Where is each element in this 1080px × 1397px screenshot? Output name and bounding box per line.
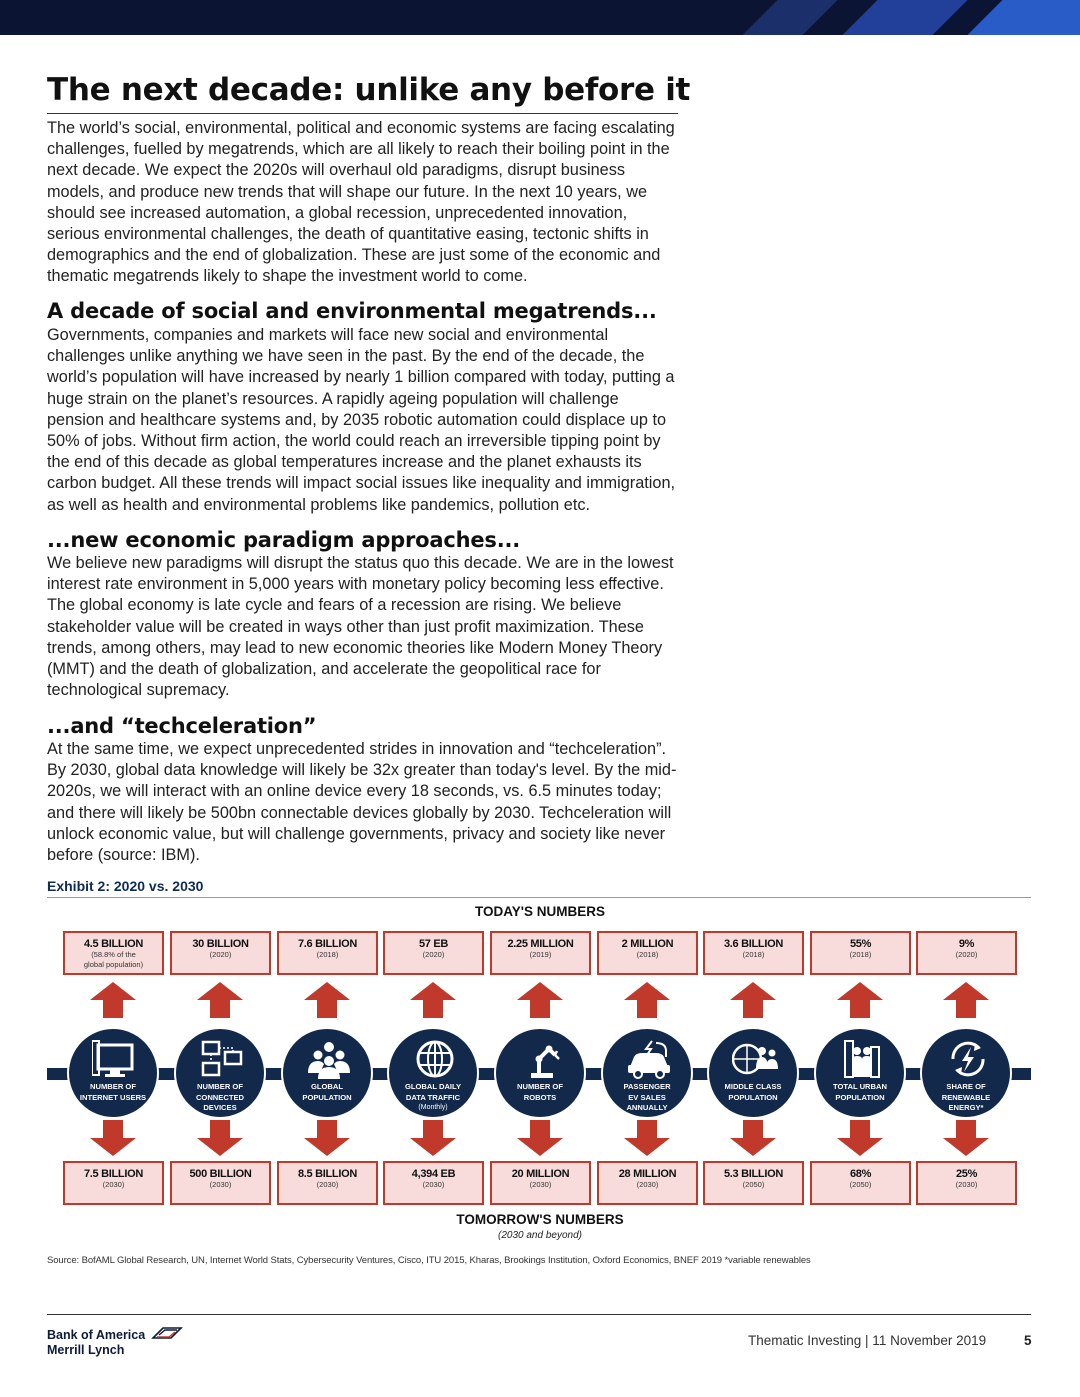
exhibit-title: Exhibit 2: 2020 vs. 2030 <box>47 878 204 894</box>
tomorrow-value-box <box>703 1161 804 1205</box>
connected-devices-icon <box>199 1039 245 1079</box>
tomorrow-value-note: (2030) <box>422 1180 445 1189</box>
up-arrow-icon <box>837 982 883 1018</box>
today-value: 2.25 MILLION <box>507 938 574 950</box>
today-numbers-label: TODAY'S NUMBERS <box>475 904 605 919</box>
banner-stripe <box>843 0 968 35</box>
tomorrow-value: 7.5 BILLION <box>83 1168 144 1180</box>
today-value-note: (2018) <box>316 950 339 959</box>
today-value: 7.6 BILLION <box>297 938 358 950</box>
section-heading-social: A decade of social and environmental megatrends... <box>47 299 657 323</box>
indicator-label: SHARE OF RENEWABLE ENERGY* <box>941 1082 991 1112</box>
tomorrow-value: 500 BILLION <box>189 1168 252 1180</box>
section-heading-economic: ...new economic paradigm approaches... <box>47 528 521 552</box>
today-value-box <box>170 931 271 975</box>
tomorrow-value-note: (2030) <box>316 1180 339 1189</box>
down-arrow-icon <box>90 1120 136 1156</box>
indicator-label: NUMBER OF ROBOTS <box>517 1082 563 1102</box>
people-group-icon <box>306 1039 352 1079</box>
tomorrow-value-note: (2030) <box>209 1180 232 1189</box>
indicator-label: TOTAL URBAN POPULATION <box>833 1082 887 1102</box>
indicator-circle <box>67 1027 159 1119</box>
indicator-circle <box>601 1027 693 1119</box>
today-value-note: (2018) <box>849 950 872 959</box>
down-arrow-icon <box>624 1120 670 1156</box>
tomorrow-value-box <box>916 1161 1017 1205</box>
section-body-economic: We believe new paradigms will disrupt the status quo this decade. We are in the lowest interest rate environment in 5,000 years with monetary policy becoming less effective. The global economy is late cycle and fears of a recession are rising. We believe stakeholder value will be created in ways other than just profit maximization. These trends, among others, may lead to new economic theories like Modern Money Theory (MMT) and the death of globalization, and accelerate the geopolitical race for technological supremacy. <box>47 554 674 700</box>
up-arrow-icon <box>517 982 563 1018</box>
today-value-box <box>597 931 698 975</box>
up-arrow-icon <box>730 982 776 1018</box>
ev-car-icon <box>626 1039 672 1079</box>
indicator-circle <box>174 1027 266 1119</box>
today-value-box <box>490 931 591 975</box>
computer-icon <box>92 1039 138 1079</box>
tomorrow-value-note: (2030) <box>102 1180 125 1189</box>
indicator-label: NUMBER OF INTERNET USERS <box>79 1082 147 1102</box>
today-value: 3.6 BILLION <box>723 938 784 950</box>
globe-people-icon <box>732 1039 778 1079</box>
page-title: The next decade: unlike any before it <box>47 72 691 108</box>
section-heading-techceleration: ...and “techceleration” <box>47 714 317 738</box>
tomorrow-value: 25% <box>955 1168 978 1180</box>
title-underline <box>47 113 678 114</box>
today-value: 2 MILLION <box>621 938 674 950</box>
today-value: 30 BILLION <box>192 938 249 950</box>
today-value-box <box>383 931 484 975</box>
banner-stripe <box>743 0 838 35</box>
today-value-box <box>277 931 378 975</box>
down-arrow-icon <box>837 1120 883 1156</box>
footer-publication: Thematic Investing | 11 November 2019 <box>748 1333 987 1348</box>
tomorrow-value-note: (2030) <box>529 1180 552 1189</box>
logo-line1: Bank of America <box>47 1328 146 1342</box>
today-value-box <box>63 931 164 975</box>
today-value: 9% <box>958 938 975 950</box>
up-arrow-icon <box>410 982 456 1018</box>
down-arrow-icon <box>197 1120 243 1156</box>
tomorrow-value-box <box>63 1161 164 1205</box>
indicator-label: GLOBAL POPULATION <box>302 1082 352 1102</box>
page-number: 5 <box>1024 1333 1032 1348</box>
banner-stripe <box>968 0 1080 35</box>
tomorrow-value: 20 MILLION <box>511 1168 570 1180</box>
down-arrow-icon <box>410 1120 456 1156</box>
indicator-circle <box>707 1027 799 1119</box>
today-value-box <box>810 931 911 975</box>
tomorrow-value-note: (2050) <box>849 1180 872 1189</box>
tomorrow-value-note: (2030) <box>636 1180 659 1189</box>
indicator-label: MIDDLE CLASS POPULATION <box>724 1082 782 1102</box>
today-value-box <box>703 931 804 975</box>
up-arrow-icon <box>943 982 989 1018</box>
section-body-social: Governments, companies and markets will face new social and environmental challenges unlike anything we have seen in the past. By the end of the decade, the world’s population will have increased by nearly 1 billion compared with today, putting a huge strain on the planet’s resources. A rapidly ageing population will challenge pension and healthcare systems and, by 2035 robotic automation could displace up to 50% of jobs. Without firm action, the world could reach an irreversible tipping point by the end of this decade as global temperatures increase and the planet exhausts its carbon budget. All these trends will impact social issues like inequality and immigration, as well as health and environmental problems like pandemics, pollution etc. <box>47 326 676 514</box>
today-value-note: (2020) <box>209 950 232 959</box>
exhibit-rule <box>47 897 1031 898</box>
logo-line2: Merrill Lynch <box>47 1343 125 1357</box>
indicator-circle <box>387 1027 479 1119</box>
today-value-box <box>916 931 1017 975</box>
up-arrow-icon <box>90 982 136 1018</box>
tomorrow-value-note: (2050) <box>742 1180 765 1189</box>
indicator-label: NUMBER OF CONNECTED DEVICES <box>195 1082 245 1112</box>
bank-logo <box>47 1326 183 1358</box>
down-arrow-icon <box>943 1120 989 1156</box>
top-banner <box>0 0 1080 35</box>
renewable-energy-icon <box>945 1039 991 1079</box>
up-arrow-icon <box>197 982 243 1018</box>
indicator-label: PASSENGER EV SALES ANNUALLY <box>623 1082 671 1112</box>
tomorrow-value-box <box>810 1161 911 1205</box>
up-arrow-icon <box>304 982 350 1018</box>
indicator-circle <box>920 1027 1012 1119</box>
tomorrow-value-box <box>597 1161 698 1205</box>
today-value-note: (58.8% of the global population) <box>83 950 144 969</box>
down-arrow-icon <box>730 1120 776 1156</box>
up-arrow-icon <box>624 982 670 1018</box>
footer-rule <box>47 1314 1031 1315</box>
indicator-circle <box>814 1027 906 1119</box>
section-body-techceleration: At the same time, we expect unprecedented strides in innovation and “techceleration”. By 2030, global data knowledge will likely be 32x greater than today's level. By the mid-2020s, we will interact with an online device every 18 seconds, vs. 6.5 minutes today; and there will likely be 500bn connectable devices globally by 2030. Techceleration will unlock economic value, but will challenge governments, privacy and society like never before (source: IBM). <box>47 740 677 865</box>
intro-paragraph: The world’s social, environmental, political and economic systems are facing escalating challenges, fuelled by megatrends, which are all likely to reach their boiling point in the next decade. We expect the 2020s will overhaul old paradigms, disrupt business models, and produce new trends that will shape our future. In the next 10 years, we should see increased automation, a global recession, unprecedented innovation, serious environmental challenges, the death of quantitative easing, tectonic shifts in demographics and the end of globalization. These are just some of the economic and thematic megatrends likely to shape the investment world to come. <box>47 119 675 286</box>
tomorrow-value: 4,394 EB <box>411 1168 456 1180</box>
tomorrow-numbers-sublabel: (2030 and beyond) <box>498 1230 582 1241</box>
today-value-note: (2020) <box>422 950 445 959</box>
today-value-note: (2018) <box>742 950 765 959</box>
today-value-note: (2020) <box>955 950 978 959</box>
down-arrow-icon <box>517 1120 563 1156</box>
indicator-circle <box>494 1027 586 1119</box>
tomorrow-value-note: (2030) <box>955 1180 978 1189</box>
today-value: 4.5 BILLION <box>83 938 144 950</box>
tomorrow-value: 8.5 BILLION <box>297 1168 358 1180</box>
city-family-icon <box>839 1039 885 1079</box>
tomorrow-value-box <box>490 1161 591 1205</box>
today-value: 57 EB <box>418 938 449 950</box>
robot-arm-icon <box>519 1039 565 1079</box>
tomorrow-value: 28 MILLION <box>618 1168 677 1180</box>
flag-logo-icon <box>151 1326 183 1340</box>
today-value: 55% <box>849 938 872 950</box>
indicator-circle <box>281 1027 373 1119</box>
today-value-note: (2018) <box>636 950 659 959</box>
tomorrow-value: 5.3 BILLION <box>723 1168 784 1180</box>
tomorrow-value-box <box>170 1161 271 1205</box>
globe-icon <box>412 1039 458 1079</box>
tomorrow-value-box <box>277 1161 378 1205</box>
indicator-label: GLOBAL DAILY DATA TRAFFIC (Monthly) <box>393 1082 473 1114</box>
down-arrow-icon <box>304 1120 350 1156</box>
tomorrow-value: 68% <box>849 1168 872 1180</box>
tomorrow-numbers-label: TOMORROW'S NUMBERS <box>456 1212 624 1227</box>
exhibit-source: Source: BofAML Global Research, UN, Internet World Stats, Cybersecurity Ventures, Cisco, ITU 2015, Kharas, Brookings Institution, Oxford Economics, BNEF 2019 *variable renewables <box>47 1255 811 1266</box>
tomorrow-value-box <box>383 1161 484 1205</box>
indicator-label-note: (Monthly) <box>418 1104 448 1111</box>
today-value-note: (2019) <box>529 950 552 959</box>
